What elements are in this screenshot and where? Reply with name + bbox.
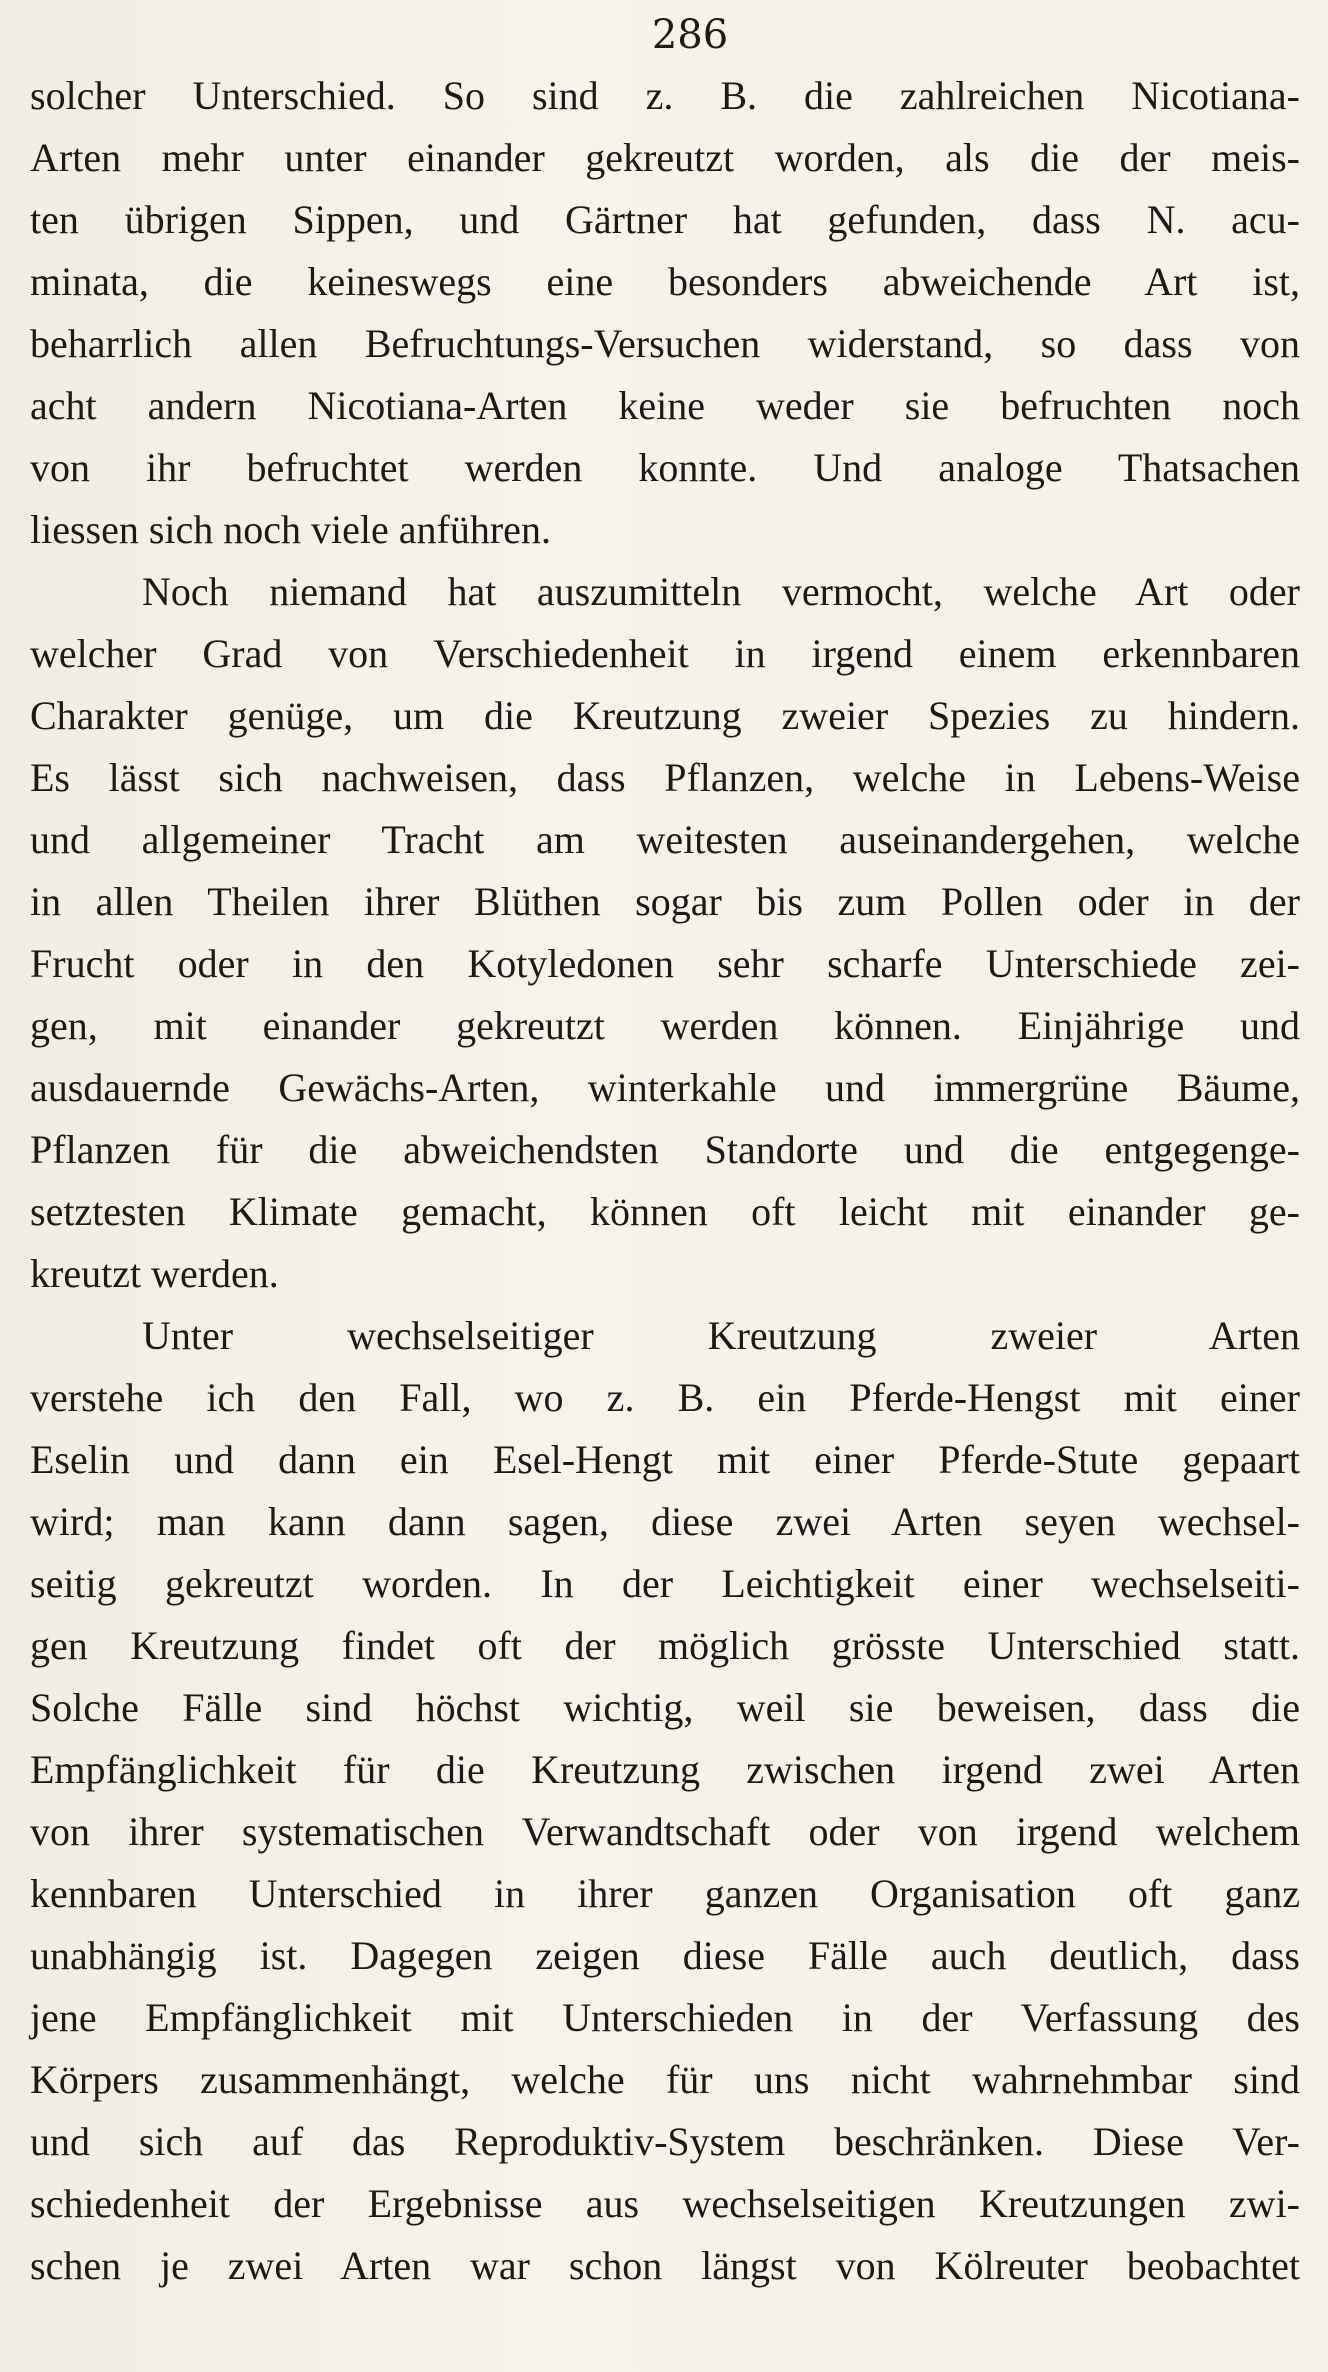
text-line: seitig gekreutzt worden. In der Leichtigkeit einer wechselseiti-: [30, 1561, 1300, 1606]
text-line: schiedenheit der Ergebnisse aus wechselseitigen Kreutzungen zwi-: [30, 2181, 1300, 2226]
text-line: Frucht oder in den Kotyledonen sehr scharfe Unterschiede zei-: [30, 941, 1300, 986]
text-line: und sich auf das Reproduktiv-System beschränken. Diese Ver-: [30, 2119, 1300, 2164]
page-number: 286: [651, 12, 729, 58]
text-line: Noch niemand hat auszumitteln vermocht, welche Art oder: [142, 569, 1300, 614]
text-line: Unter wechselseitiger Kreutzung zweier Arten: [142, 1313, 1300, 1358]
text-line: von ihrer systematischen Verwandtschaft oder von irgend welchem: [30, 1809, 1300, 1854]
text-line: gen, mit einander gekreutzt werden können. Einjährige und: [30, 1003, 1300, 1048]
text-line: jene Empfänglichkeit mit Unterschieden in der Verfassung des: [30, 1995, 1300, 2040]
text-line: unabhängig ist. Dagegen zeigen diese Fälle auch deutlich, dass: [30, 1933, 1300, 1978]
text-line: acht andern Nicotiana-Arten keine weder sie befruchten noch: [30, 383, 1300, 428]
text-line: verstehe ich den Fall, wo z. B. ein Pferde-Hengst mit einer: [30, 1375, 1300, 1420]
text-line: Es lässt sich nachweisen, dass Pflanzen, welche in Lebens-Weise: [30, 755, 1300, 800]
text-line: gen Kreutzung findet oft der möglich grösste Unterschied statt.: [30, 1623, 1300, 1668]
text-line: solcher Unterschied. So sind z. B. die zahlreichen Nicotiana-: [30, 73, 1300, 118]
text-line: von ihr befruchtet werden konnte. Und analoge Thatsachen: [30, 445, 1300, 490]
text-line: Eselin und dann ein Esel-Hengt mit einer Pferde-Stute gepaart: [30, 1437, 1300, 1482]
text-line: Solche Fälle sind höchst wichtig, weil sie beweisen, dass die: [30, 1685, 1300, 1730]
text-line: setztesten Klimate gemacht, können oft leicht mit einander ge-: [30, 1189, 1300, 1234]
text-line: Charakter genüge, um die Kreutzung zweier Spezies zu hindern.: [30, 693, 1300, 738]
text-line: Arten mehr unter einander gekreutzt worden, als die der meis-: [30, 135, 1300, 180]
text-line: beharrlich allen Befruchtungs-Versuchen widerstand, so dass von: [30, 321, 1300, 366]
text-line: kennbaren Unterschied in ihrer ganzen Organisation oft ganz: [30, 1871, 1300, 1916]
text-line: Empfänglichkeit für die Kreutzung zwischen irgend zwei Arten: [30, 1747, 1300, 1792]
text-line: und allgemeiner Tracht am weitesten auseinandergehen, welche: [30, 817, 1300, 862]
text-line: Pflanzen für die abweichendsten Standorte und die entgegenge-: [30, 1127, 1300, 1172]
text-line: liessen sich noch viele anführen.: [30, 507, 551, 552]
text-line: schen je zwei Arten war schon längst von Kölreuter beobachtet: [30, 2243, 1300, 2288]
text-line: in allen Theilen ihrer Blüthen sogar bis zum Pollen oder in der: [30, 879, 1300, 924]
text-line: ausdauernde Gewächs-Arten, winterkahle und immergrüne Bäume,: [30, 1065, 1300, 1110]
text-line: welcher Grad von Verschiedenheit in irgend einem erkennbaren: [30, 631, 1300, 676]
text-line: kreutzt werden.: [30, 1251, 279, 1296]
text-line: wird; man kann dann sagen, diese zwei Arten seyen wechsel-: [30, 1499, 1300, 1544]
text-line: minata, die keineswegs eine besonders abweichende Art ist,: [30, 259, 1300, 304]
text-line: ten übrigen Sippen, und Gärtner hat gefunden, dass N. acu-: [30, 197, 1300, 242]
text-line: Körpers zusammenhängt, welche für uns nicht wahrnehmbar sind: [30, 2057, 1300, 2102]
